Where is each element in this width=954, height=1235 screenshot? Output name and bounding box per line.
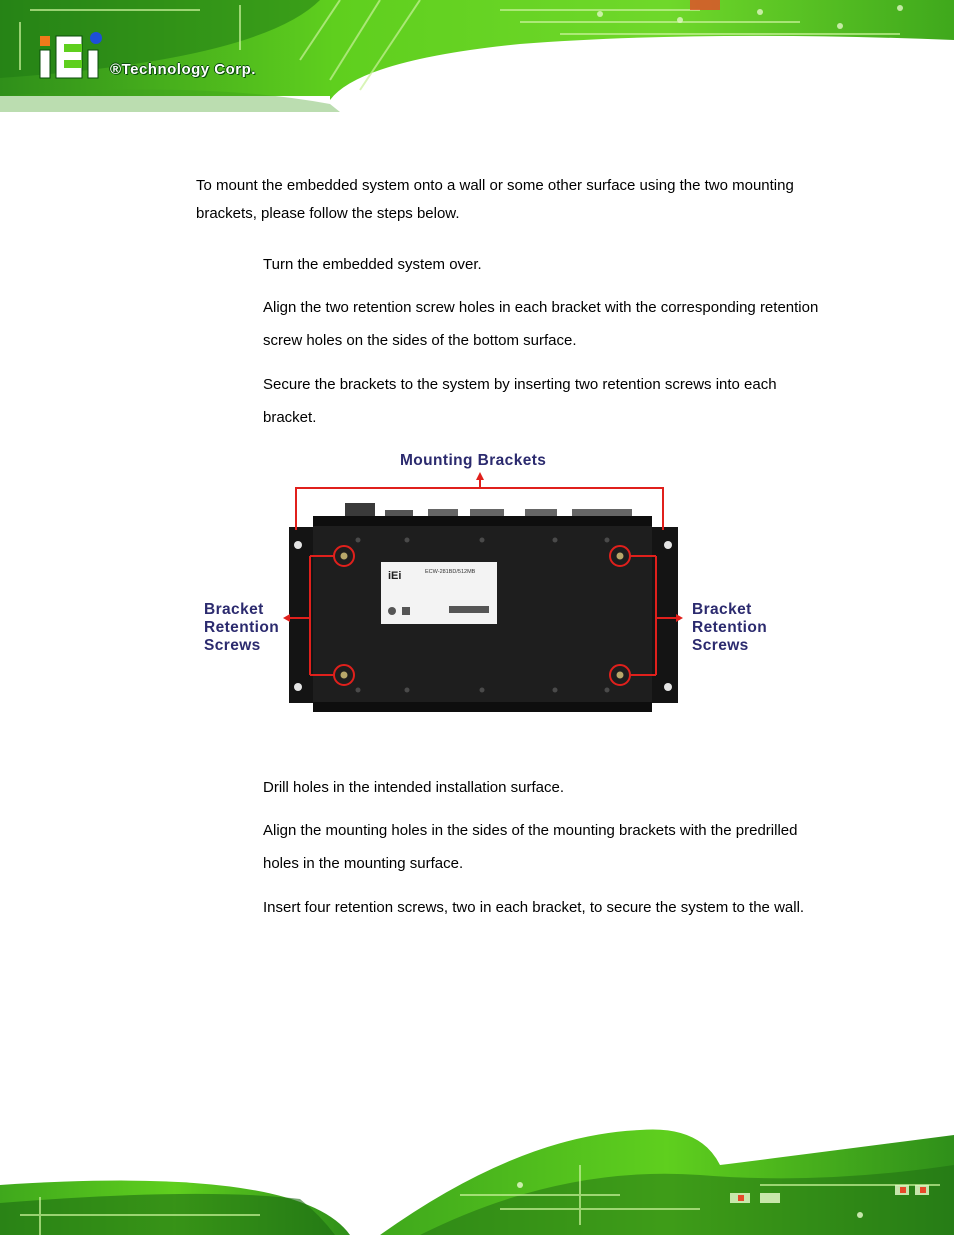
footer-banner [0,1125,954,1235]
product-label-model: ECW-281BD/512MB [425,569,476,575]
intro-paragraph: To mount the embedded system onto a wall or some other surface using the two mounting brackets, please follow the steps below. [196,177,794,222]
step-4: Drill holes in the intended installation surface. [263,779,565,796]
product-label-brand: iEi [388,570,402,582]
circuit-board-footer-graphic [0,1125,954,1235]
step-2: Align the two retention screw holes in each bracket with the corresponding retention screw holes on the sides of the bottom surface. [263,299,819,349]
figure-label-mounting-brackets: Mounting Brackets [400,452,547,469]
step-6: Insert four retention screws, two in each bracket, to secure the system to the wall. [263,899,805,916]
figure-label-left-screws: Bracket Retention Screws [204,601,280,654]
step-3: Secure the brackets to the system by inserting two retention screws into each bracket. [263,376,777,426]
figure-label-right-screws: Bracket Retention Screws [692,601,768,654]
step-5: Align the mounting holes in the sides of the mounting brackets with the predrilled holes in the mounting surface. [263,822,798,872]
company-name: ®Technology Corp. [110,61,256,78]
step-1: Turn the embedded system over. [263,256,482,273]
